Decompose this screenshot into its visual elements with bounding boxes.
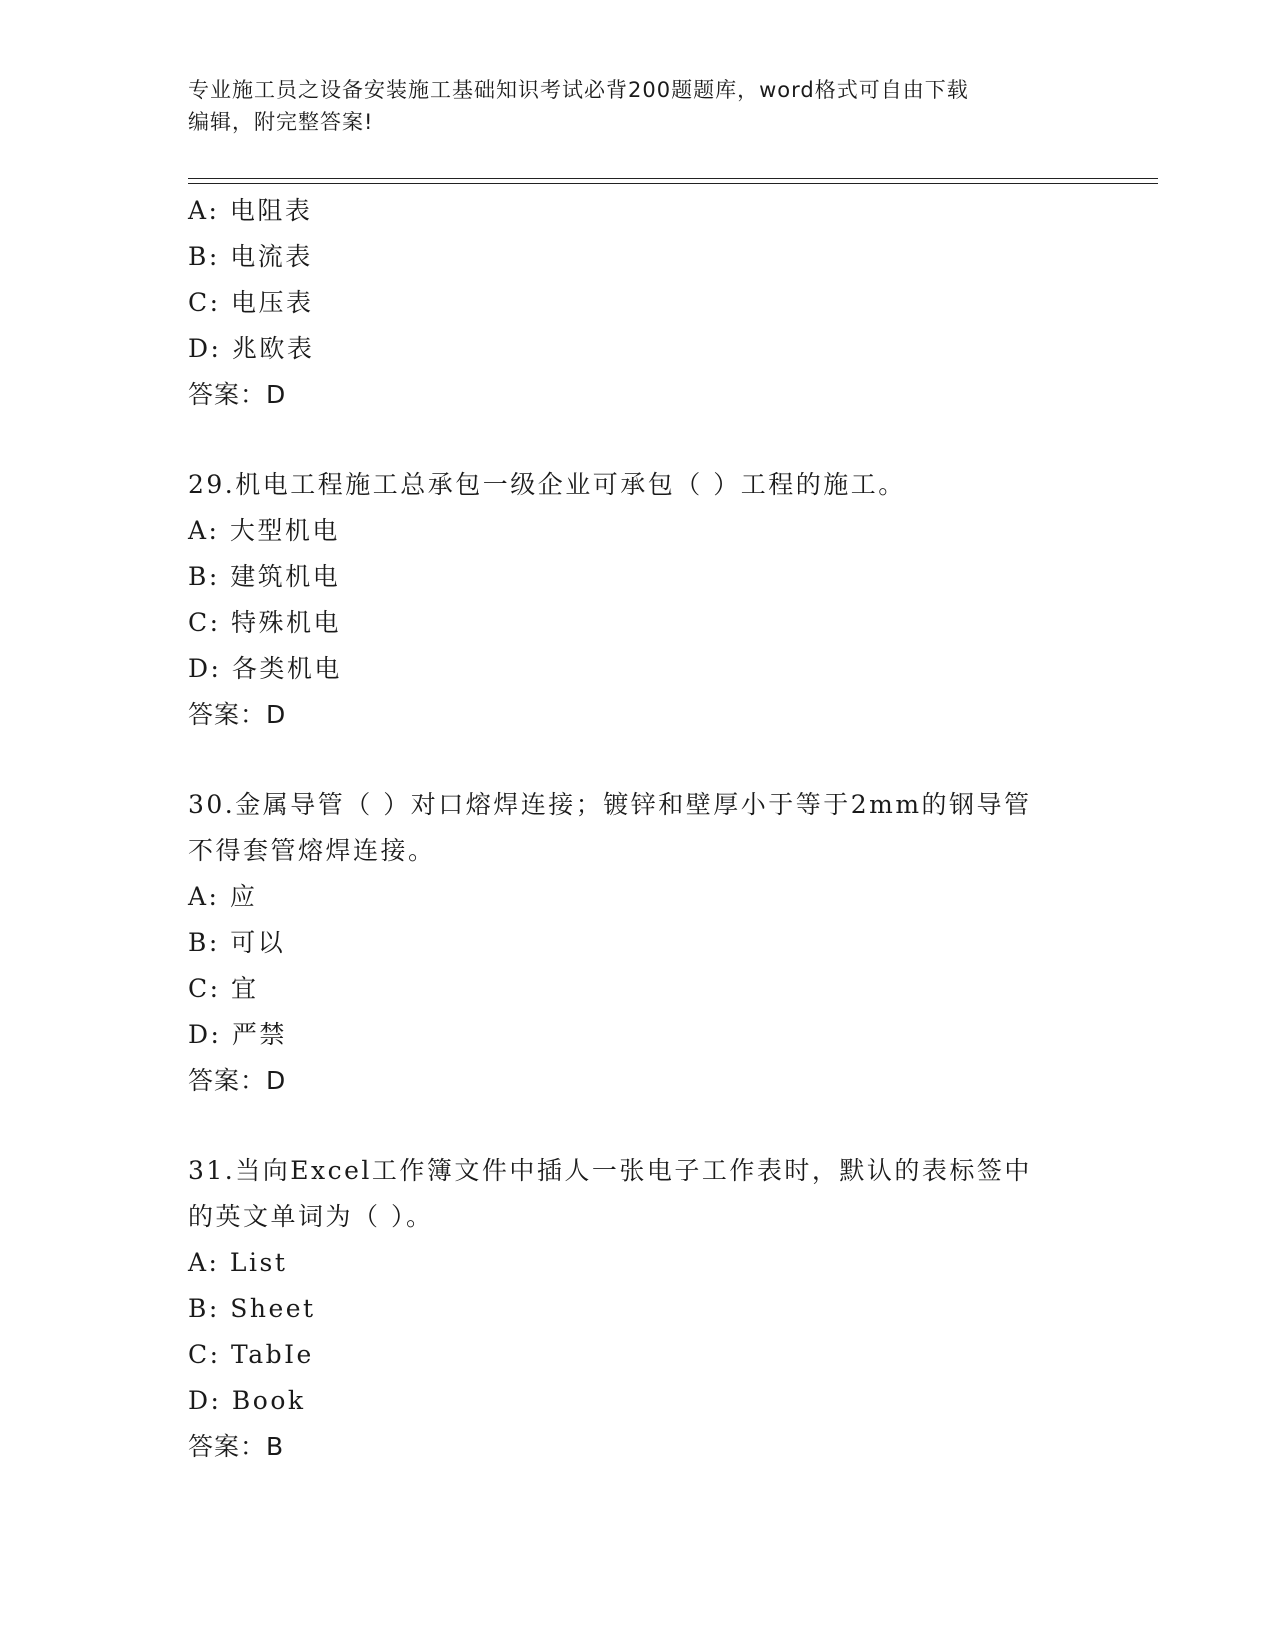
question-block-29	[188, 462, 1088, 738]
document-header	[188, 74, 1068, 138]
header-title-line-1: 专业施工员之设备安装施工基础知识考试必背200题题库，word格式可自由下载	[188, 78, 969, 102]
question-block-30	[188, 782, 1088, 1104]
option-a: A: 大型机电	[188, 516, 340, 545]
option-b: B: 电流表	[188, 242, 313, 271]
option-d: D: 各类机电	[188, 654, 342, 683]
option-a: A: List	[188, 1248, 288, 1277]
option-d: D: 兆欧表	[188, 334, 315, 363]
question-text-continued: 的英文单词为（ ）。	[188, 1202, 434, 1231]
option-d: D: Book	[188, 1386, 306, 1415]
option-a: A: 电阻表	[188, 196, 313, 225]
option-c: C: 电压表	[188, 288, 314, 317]
answer-line: 答案：D	[188, 380, 287, 409]
question-text-continued: 不得套管熔焊连接。	[188, 836, 436, 865]
option-c: C: 特殊机电	[188, 608, 341, 637]
option-c: C: TabIe	[188, 1340, 314, 1369]
header-divider-top	[188, 178, 1158, 179]
question-text: 30.金属导管（ ）对口熔焊连接；镀锌和壁厚小于等于2mm的钢导管	[188, 790, 1032, 819]
answer-line: 答案：B	[188, 1432, 285, 1461]
question-list	[188, 188, 1088, 1470]
header-title-line-2: 编辑，附完整答案!	[188, 110, 374, 134]
option-b: B: 建筑机电	[188, 562, 341, 591]
option-d: D: 严禁	[188, 1020, 287, 1049]
option-c: C: 宜	[188, 974, 259, 1003]
question-text: 31.当向Excel工作簿文件中插人一张电子工作表时，默认的表标签中	[188, 1156, 1032, 1185]
question-block-partial	[188, 188, 1088, 418]
answer-line: 答案：D	[188, 1066, 287, 1095]
question-spacer	[188, 418, 1088, 462]
option-a: A: 应	[188, 882, 258, 911]
answer-line: 答案：D	[188, 700, 287, 729]
question-text: 29.机电工程施工总承包一级企业可承包（ ）工程的施工。	[188, 470, 906, 499]
question-block-31	[188, 1148, 1088, 1470]
option-b: B: Sheet	[188, 1294, 316, 1323]
header-divider-bottom	[188, 183, 1158, 184]
question-spacer	[188, 1104, 1088, 1148]
question-spacer	[188, 738, 1088, 782]
option-b: B: 可以	[188, 928, 286, 957]
